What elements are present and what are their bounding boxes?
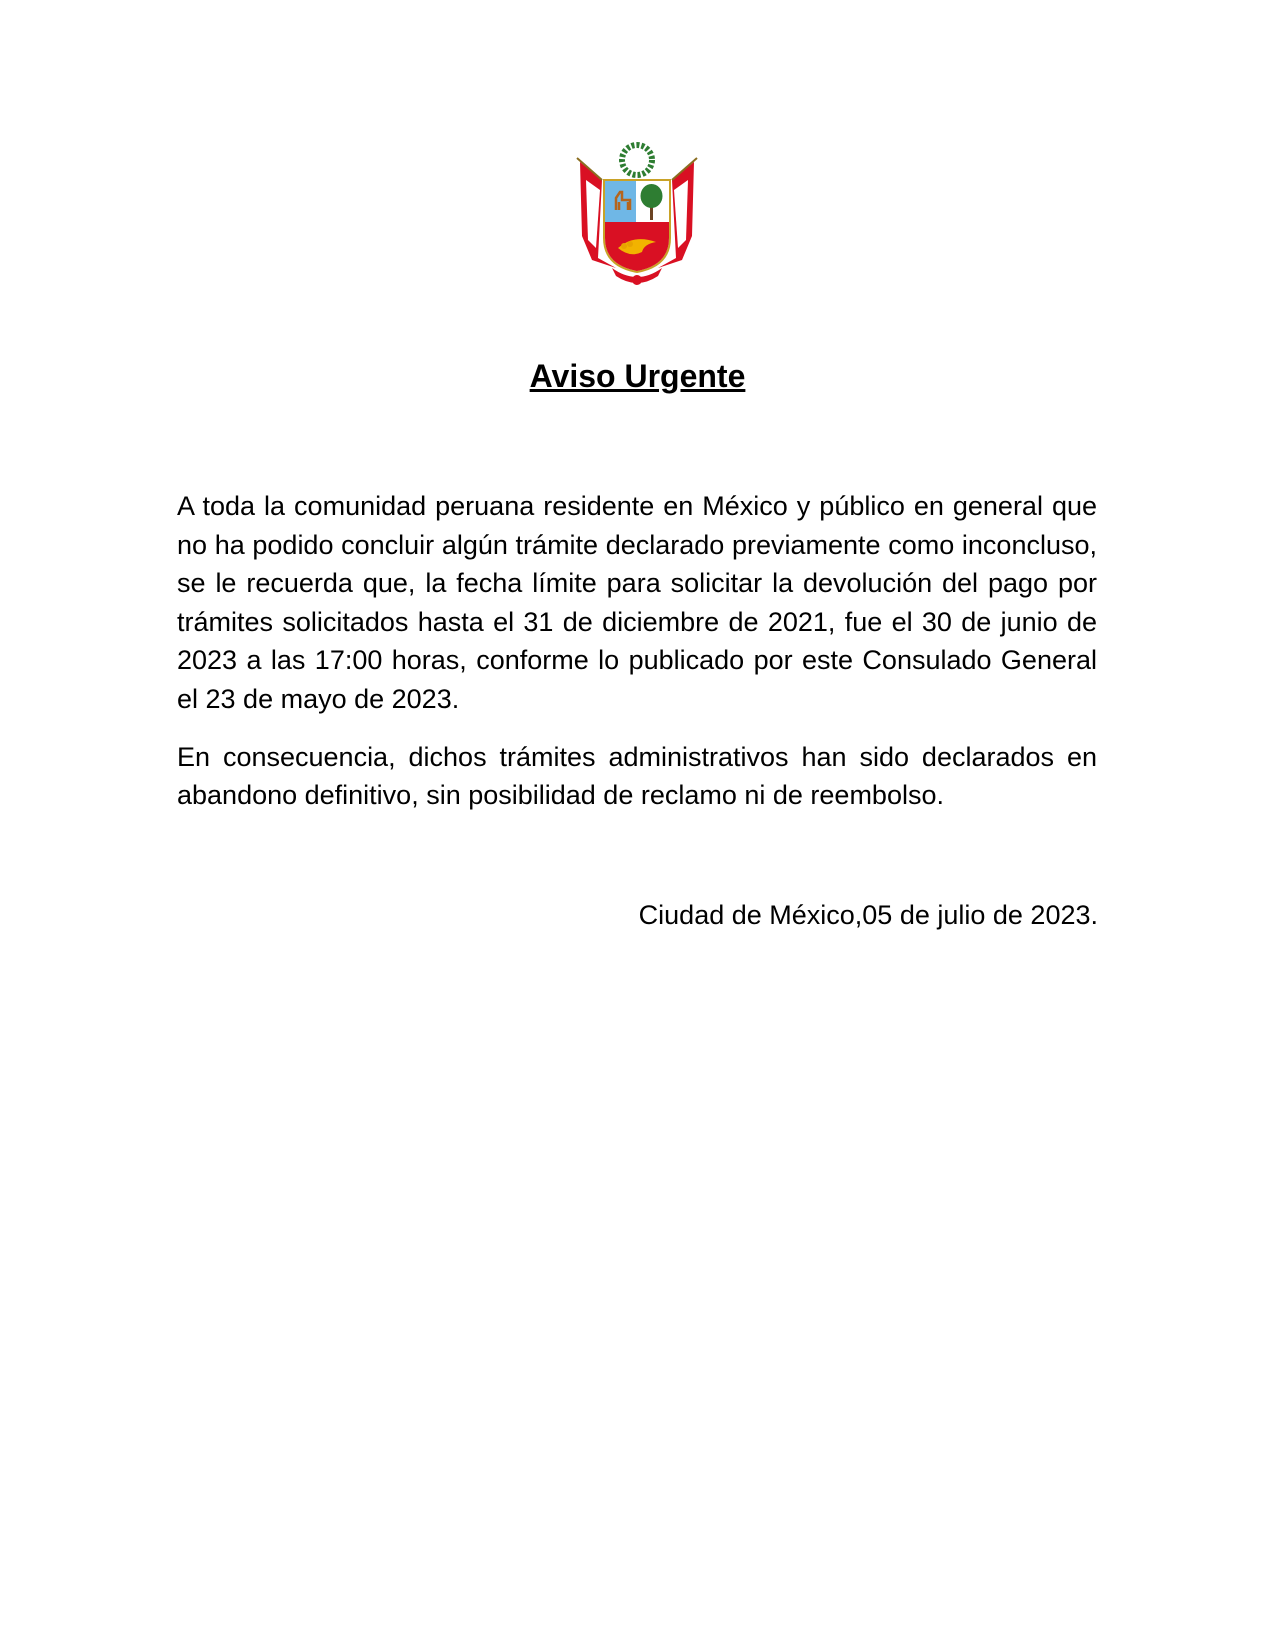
place-and-date: Ciudad de México,05 de julio de 2023. bbox=[638, 900, 1098, 930]
peru-coat-of-arms-icon bbox=[572, 140, 702, 290]
notice-title: Aviso Urgente bbox=[529, 358, 746, 394]
notice-paragraph: En consecuencia, dichos trámites administrativos han sido declarados en abandono definitivo, sin posibilidad de reclamo ni de reembolso. bbox=[177, 741, 1097, 811]
notice-body bbox=[177, 487, 1097, 834]
notice-paragraph: A toda la comunidad peruana residente en México y público en general que no ha podido concluir algún trámite declarado previamente como inconcluso, se le recuerda que, la fecha límite para solicitar la devolución del pago por trámites solicitados hasta el 31 de diciembre de 2021, fue el 30 de junio de 2023 a las 17:00 horas, conforme lo publicado por este Consulado General el 23 de mayo de 2023. bbox=[177, 491, 1097, 714]
